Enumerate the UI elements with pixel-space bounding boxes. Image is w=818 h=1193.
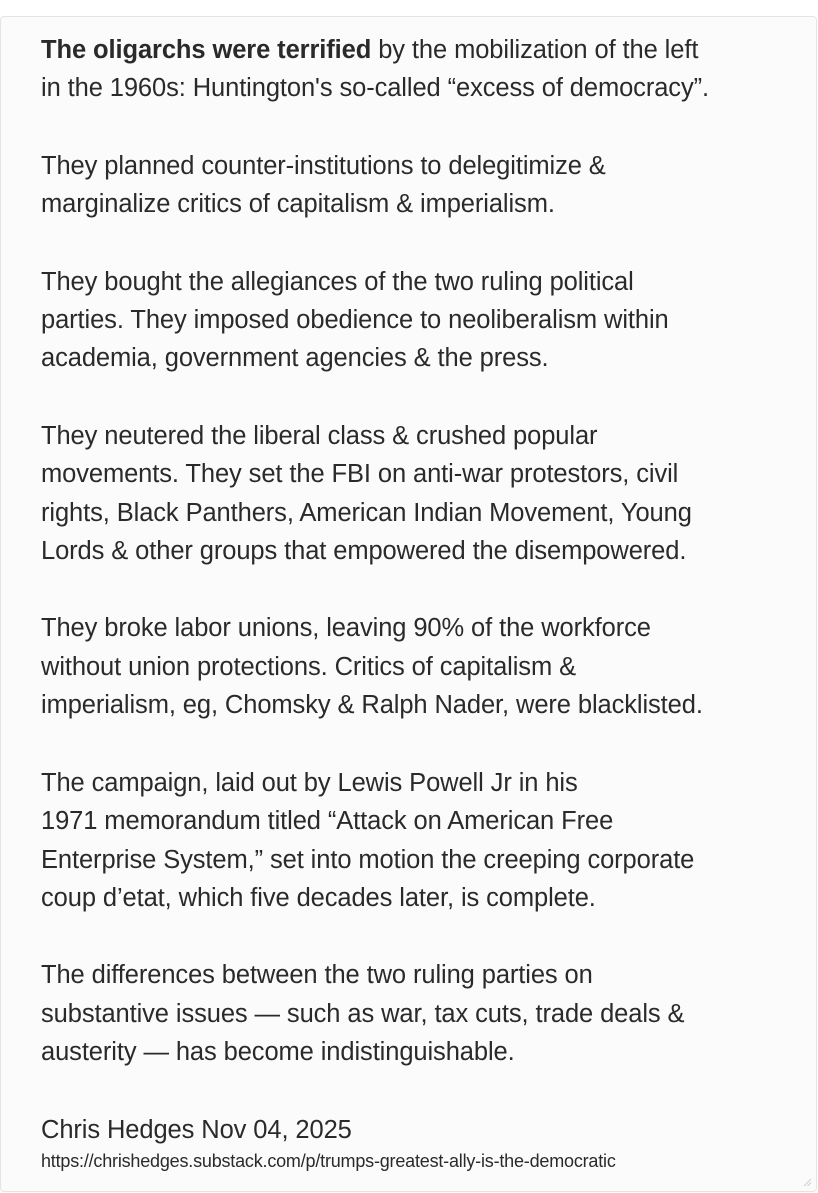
quote-content bbox=[41, 31, 811, 1173]
quote-card bbox=[0, 16, 817, 1192]
lead-rest-text: by the mobilization of the left in the 1960s: Huntington's so-called “excess of democracy”. bbox=[41, 36, 709, 103]
paragraph-7: The differences between the two ruling parties on substantive issues — such as war, tax cuts, trade deals & austerity — has become indistinguishable. bbox=[41, 961, 685, 1067]
paragraph-6: The campaign, laid out by Lewis Powell Jr in his 1971 memorandum titled “Attack on American Free Enterprise System,” set into motion the creeping corporate coup d’etat, which five decades later, is complete. bbox=[41, 768, 695, 912]
paragraph-2: They planned counter-institutions to delegitimize & marginalize critics of capitalism & imperialism. bbox=[41, 151, 606, 219]
paragraph-1 bbox=[41, 31, 811, 108]
resize-grip-icon bbox=[802, 1177, 812, 1187]
paragraph-3: They bought the allegiances of the two ruling political parties. They imposed obedience to neoliberalism within academia, government agencies & the press. bbox=[41, 267, 669, 373]
source-url[interactable]: https://chrishedges.substack.com/p/trumps-greatest-ally-is-the-democratic bbox=[41, 1150, 616, 1171]
lead-bold-text: The oligarchs were terrified bbox=[41, 36, 372, 64]
paragraph-4: They neutered the liberal class & crushed popular movements. They set the FBI on anti-war protestors, civil rights, Black Panthers, American Indian Movement, Young Lords & other groups that empowered the disempowered. bbox=[41, 421, 692, 566]
attribution: Chris Hedges Nov 04, 2025 bbox=[41, 1115, 352, 1144]
paragraph-5: They broke labor unions, leaving 90% of the workforce without union protections. Critics of capitalism & imperialism, eg, Chomsky & Ralph Nader, were blacklisted. bbox=[41, 614, 703, 720]
